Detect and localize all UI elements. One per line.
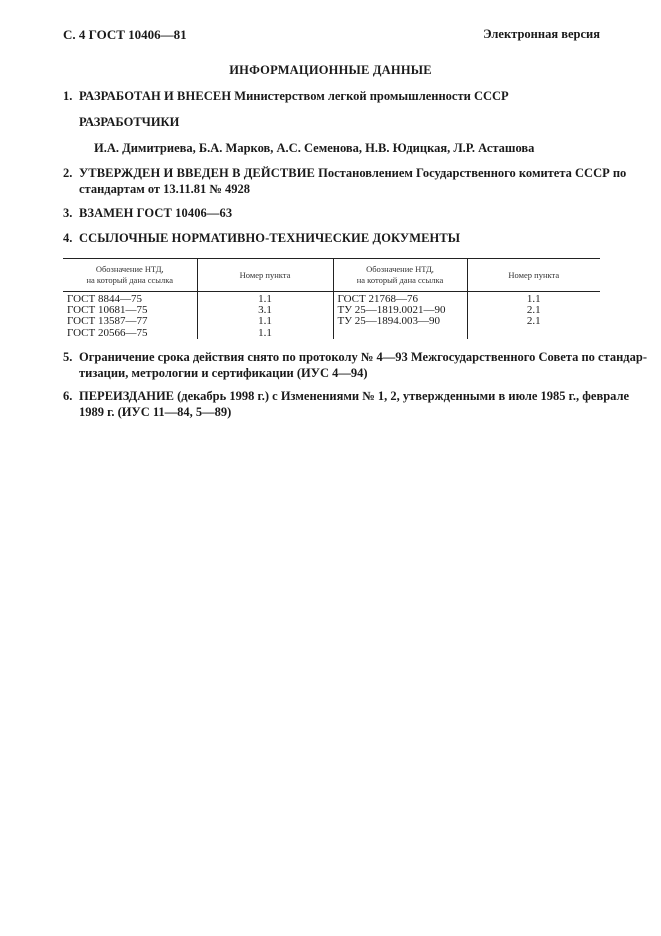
header-item-number-1: Номер пункта — [197, 259, 333, 292]
list-item: ГОСТ 20566—75 — [67, 326, 148, 339]
section-4 — [63, 231, 603, 247]
section-6-number: 6. — [63, 389, 73, 403]
list-item: ТУ 25—1819.0021—90 — [337, 304, 446, 317]
section-2-line2: стандартам от 13.11.81 № 4928 — [79, 181, 251, 196]
section-2-line1: Постановлением Государственного комитета СССР по — [314, 166, 627, 180]
section-2-number: 2. — [63, 166, 73, 180]
header-standard-ref: С. 4 ГОСТ 10406—81 — [63, 27, 187, 42]
table-cell-docs-2 — [333, 292, 467, 339]
table-cell-items-1 — [197, 292, 333, 339]
section-1-number: 1. — [63, 89, 73, 103]
section-1 — [63, 89, 603, 105]
page-title: ИНФОРМАЦИОННЫЕ ДАННЫЕ — [229, 63, 432, 77]
table-row — [63, 292, 600, 339]
section-1-text: Министерством легкой промышленности СССР — [231, 89, 509, 103]
list-item: ГОСТ 8844—75 — [67, 293, 142, 305]
table-cell-docs-1 — [63, 292, 197, 339]
developers-list: И.А. Димитриева, Б.А. Марков, А.С. Семенова, Н.В. Юдицкая, Л.Р. Асташова — [94, 141, 535, 155]
list-item: ГОСТ 21768—76 — [337, 293, 418, 305]
header-electronic-version: Электронная версия — [483, 27, 600, 41]
section-5-line1: Ограничение срока действия снято по протоколу № 4—93 Межгосударственного Совета по стандар- — [79, 350, 647, 364]
list-item: 1.1 — [258, 326, 272, 339]
header-item-number-2: Номер пункта — [467, 259, 600, 292]
list-item: 2.1 — [526, 304, 541, 317]
list-item: 3.1 — [258, 304, 272, 317]
section-5 — [63, 350, 647, 381]
list-item: ГОСТ 13587—77 — [67, 315, 148, 328]
list-item: ГОСТ 10681—75 — [67, 304, 148, 317]
table-cell-items-2 — [467, 292, 600, 339]
list-item: 2.1 — [526, 315, 541, 328]
section-2 — [63, 166, 627, 197]
header-doc-designation-1: Обозначение НТД, на который дана ссылка — [63, 259, 197, 292]
list-item: 1.1 — [526, 293, 541, 305]
developers-label: РАЗРАБОТЧИКИ — [79, 115, 180, 129]
table-header-row — [63, 259, 600, 292]
header-doc-designation-2: Обозначение НТД, на который дана ссылка — [333, 259, 467, 292]
section-4-number: 4. — [63, 231, 73, 245]
section-2-heading: УТВЕРЖДЕН И ВВЕДЕН В ДЕЙСТВИЕ — [79, 166, 315, 180]
list-item: ТУ 25—1894.003—90 — [337, 315, 441, 328]
section-3 — [63, 206, 603, 222]
reference-documents-table — [63, 258, 600, 339]
section-5-number: 5. — [63, 350, 73, 364]
section-6-line2: 1989 г. (ИУС 11—84, 5—89) — [79, 404, 232, 419]
section-6-line1: ПЕРЕИЗДАНИЕ (декабрь 1998 г.) с Изменениями № 1, 2, утвержденными в июле 1985 г., феврале — [79, 389, 630, 403]
section-6 — [63, 389, 630, 420]
list-item: 1.1 — [258, 293, 272, 305]
section-3-number: 3. — [63, 206, 73, 220]
section-1-heading: РАЗРАБОТАН И ВНЕСЕН — [79, 89, 232, 103]
section-3-text: ВЗАМЕН ГОСТ 10406—63 — [79, 206, 233, 220]
section-4-text: ССЫЛОЧНЫЕ НОРМАТИВНО-ТЕХНИЧЕСКИЕ ДОКУМЕНТЫ — [79, 231, 461, 245]
section-5-line2: тизации, метрологии и сертификации (ИУС 4—94) — [79, 365, 368, 380]
list-item: 1.1 — [258, 315, 272, 328]
